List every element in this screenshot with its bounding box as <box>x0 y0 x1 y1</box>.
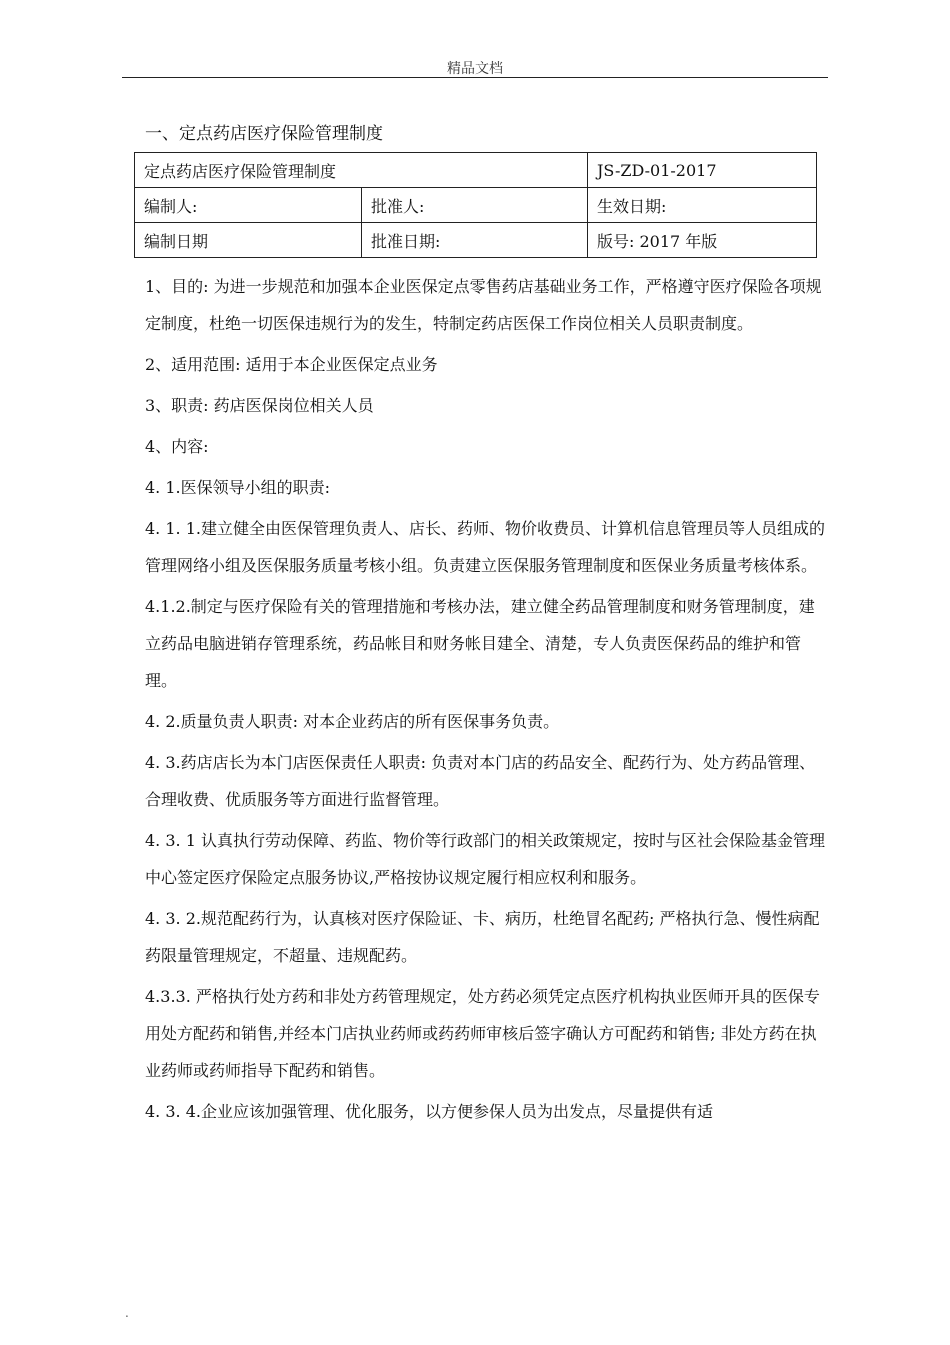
footer-mark: . <box>125 1306 129 1320</box>
version-cell: 版号: 2017 年版 <box>588 223 817 258</box>
header-divider <box>122 77 828 78</box>
paragraph: 4. 3. 4.企业应该加强管理、优化服务，以方便参保人员为出发点，尽量提供有适 <box>145 1102 713 1121</box>
paragraph: 4. 3. 1 认真执行劳动保障、药监、物价等行政部门的相关政策规定，按时与区社会保险基金管理中心签定医疗保险定点服务协议,严格按协议规定履行相应权利和服务。 <box>145 831 825 887</box>
document-meta-table <box>134 152 817 258</box>
paragraph: 4、内容: <box>145 437 209 456</box>
paragraph: 4.3.3. 严格执行处方药和非处方药管理规定，处方药必须凭定点医疗机构执业医师开具的医保专用处方配药和销售,并经本门店执业药师或药药师审核后签字确认方可配药和销售; 非处方药在执业药师或药师指导下配药和销售。 <box>145 987 820 1080</box>
section-title: 一、定点药店医疗保险管理制度 <box>145 124 383 144</box>
compile-date-cell: 编制日期 <box>135 223 362 258</box>
paragraph: 4. 1.医保领导小组的职责: <box>145 478 331 497</box>
approve-date-cell: 批准日期: <box>362 223 588 258</box>
table-row <box>135 188 817 223</box>
paragraph: 3、职责: 药店医保岗位相关人员 <box>145 396 374 415</box>
page-header: 精品文档 <box>447 61 503 77</box>
effective-date-cell: 生效日期: <box>588 188 817 223</box>
document-body <box>145 268 825 1134</box>
author-cell: 编制人: <box>135 188 362 223</box>
paragraph: 4.1.2.制定与医疗保险有关的管理措施和考核办法，建立健全药品管理制度和财务管理制度，建立药品电脑进销存管理系统，药品帐目和财务帐目建全、清楚，专人负责医保药品的维护和管理。 <box>145 597 815 690</box>
paragraph: 4. 1. 1.建立健全由医保管理负责人、店长、药师、物价收费员、计算机信息管理员等人员组成的管理网络小组及医保服务质量考核小组。负责建立医保服务管理制度和医保业务质量考核体系。 <box>145 519 825 575</box>
paragraph: 4. 3.药店店长为本门店医保责任人职责: 负责对本门店的药品安全、配药行为、处方药品管理、合理收费、优质服务等方面进行监督管理。 <box>145 753 816 809</box>
table-row <box>135 223 817 258</box>
paragraph: 4. 3. 2.规范配药行为，认真核对医疗保险证、卡、病历，杜绝冒名配药; 严格执行急、慢性病配药限量管理规定，不超量、违规配药。 <box>145 909 820 965</box>
doc-name-cell: 定点药店医疗保险管理制度 <box>135 153 588 188</box>
paragraph: 1、目的: 为进一步规范和加强本企业医保定点零售药店基础业务工作，严格遵守医疗保险各项规定制度，杜绝一切医保违规行为的发生，特制定药店医保工作岗位相关人员职责制度。 <box>145 277 822 333</box>
paragraph: 4. 2.质量负责人职责: 对本企业药店的所有医保事务负责。 <box>145 712 560 731</box>
approver-cell: 批准人: <box>362 188 588 223</box>
doc-code-cell: JS-ZD-01-2017 <box>588 153 817 188</box>
paragraph: 2、适用范围: 适用于本企业医保定点业务 <box>145 355 438 374</box>
table-row <box>135 153 817 188</box>
